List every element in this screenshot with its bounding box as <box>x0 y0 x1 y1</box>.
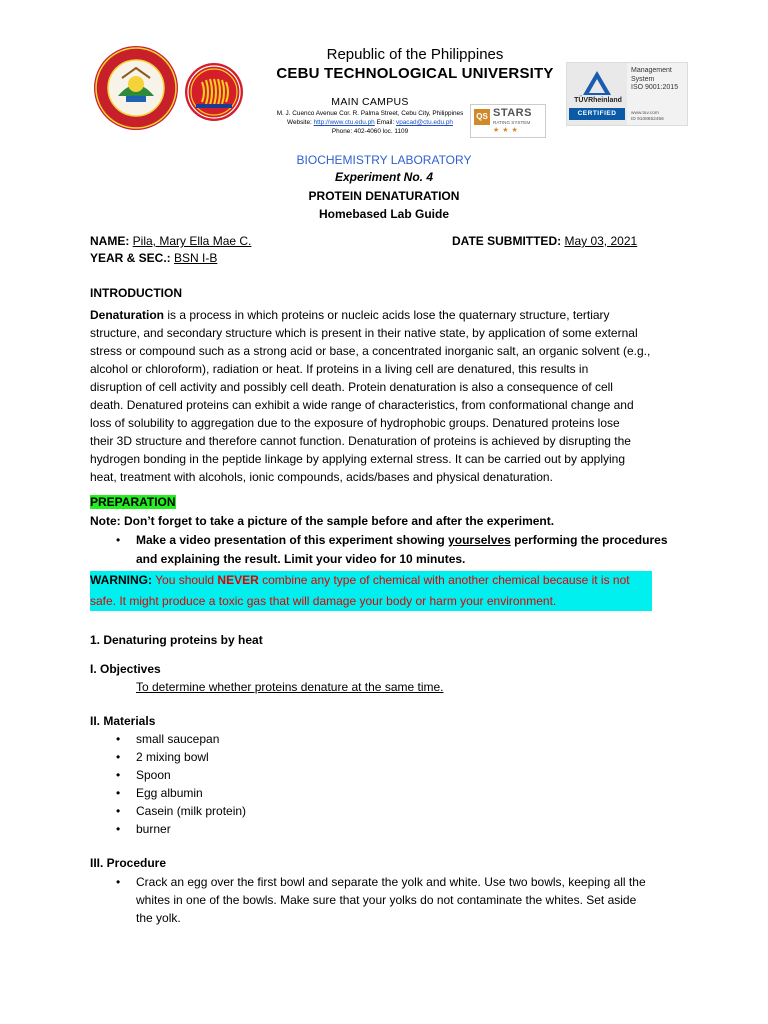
website-link[interactable]: http://www.ctu.edu.ph <box>313 119 375 126</box>
procedure-line: the yolk. <box>136 911 181 925</box>
preparation-heading-text: PREPARATION <box>90 495 176 509</box>
campus-contacts <box>270 118 470 127</box>
intro-line-4: disruption of cell activity and possibly cell death. Protein denaturation is also a consequence of cell <box>90 380 613 394</box>
preparation-heading <box>90 493 176 511</box>
experiment-number: Experiment No. 4 <box>334 170 434 184</box>
republic-title: Republic of the Philippines <box>326 46 504 63</box>
tuv-badge-left <box>567 63 627 125</box>
experiment-topic: PROTEIN DENATURATION <box>308 189 460 203</box>
date-row <box>452 232 637 250</box>
bullet-icon: • <box>116 750 121 764</box>
email-label: Email: <box>376 119 396 126</box>
intro-heading: INTRODUCTION <box>90 286 182 300</box>
procedure-heading: III. Procedure <box>90 856 167 870</box>
university-seal-logo <box>92 44 180 132</box>
tuv-mgmt-line3: ISO 9001:2015 <box>631 84 679 91</box>
warning-line2: safe. It might produce a toxic gas that will damage your body or harm your environment. <box>90 594 557 608</box>
procedure-line: Crack an egg over the first bowl and separate the yolk and white. Use two bowls, keeping all the <box>136 875 646 889</box>
website-label: Website: <box>287 119 314 126</box>
material-item: Spoon <box>136 768 171 782</box>
tuv-triangle-icon <box>581 69 613 97</box>
intro-line-6: loss of solubility to aggregation due to the exposure of hydrophobic groups. Denatured proteins lose <box>90 416 620 430</box>
warning-text-b: combine any type of chemical with another chemical because it is not <box>258 573 630 587</box>
lab-title: BIOCHEMISTRY LABORATORY <box>296 153 472 167</box>
warning-line1 <box>90 571 630 589</box>
preparation-note: Note: Don’t forget to take a picture of the sample before and after the experiment. <box>90 514 555 528</box>
guide-subtitle: Homebased Lab Guide <box>318 207 450 221</box>
intro-line-9: heat, treatment with alcohols, ionic compounds, acids/bases and physical denaturation. <box>90 470 553 484</box>
date-label: DATE SUBMITTED: <box>452 234 562 248</box>
stars-sublabel: RATING SYSTEM <box>493 120 531 125</box>
objectives-heading: I. Objectives <box>90 662 161 676</box>
bullet-icon: • <box>116 768 121 782</box>
intro-line-7: their 3D structure and therefore cannot function. Denaturation of proteins is achieved by disrupting the <box>90 434 631 448</box>
campus-address: M. J. Cuenco Avenue Cor. R. Palma Street, Cebu City, Philippines <box>276 110 464 117</box>
qs-stars-badge <box>470 104 546 138</box>
bullet-icon: • <box>116 804 121 818</box>
university-name: CEBU TECHNOLOGICAL UNIVERSITY <box>276 65 554 82</box>
intro-line-2: stress or compound such as a strong acid or base, a concentrated inorganic salt, an organic solvent (e.g., <box>90 344 651 358</box>
tuv-certification-badge <box>566 62 688 126</box>
warning-label: WARNING: <box>90 573 152 587</box>
warning-text-a: You should <box>152 573 218 587</box>
main-campus-label: MAIN CAMPUS <box>331 96 409 108</box>
bullet-icon: • <box>116 786 121 800</box>
name-label: NAME: <box>90 234 130 248</box>
student-name: Pila, Mary Ella Mae C. <box>132 234 252 248</box>
campus-phone: Phone: 402-4060 loc. 1109 <box>331 128 409 135</box>
tuv-mgmt-line1: Management <box>631 67 672 74</box>
material-item: Casein (milk protein) <box>136 804 247 818</box>
warning-never: NEVER <box>217 573 259 587</box>
stars-rating-icon: ★★★ <box>493 127 521 134</box>
bullet-text-underlined: yourselves <box>448 533 511 547</box>
qs-icon: QS <box>474 109 490 125</box>
tuv-brand: TÜVRheinland <box>574 97 622 104</box>
bullet-icon: • <box>116 822 121 836</box>
materials-heading: II. Materials <box>90 714 156 728</box>
preparation-bullet-line1 <box>136 531 668 549</box>
bullet-icon: • <box>116 875 121 889</box>
year-section: BSN I-B <box>174 251 218 265</box>
bullet-text-b: performing the procedures <box>510 533 668 547</box>
name-row <box>90 232 251 250</box>
bullet-icon: • <box>116 533 121 547</box>
material-item: burner <box>136 822 171 836</box>
stars-label: STARS <box>493 107 532 119</box>
material-item: small saucepan <box>136 732 220 746</box>
material-item: Egg albumin <box>136 786 203 800</box>
date-submitted: May 03, 2021 <box>564 234 638 248</box>
bullet-text-a: Make a video presentation of this experiment showing <box>136 533 449 547</box>
tuv-management-text <box>631 67 678 93</box>
intro-line-8: hydrogen bonding in the peptide linkage by applying external stress. It can be carried out by applying <box>90 452 626 466</box>
tuv-certified: CERTIFIED <box>569 108 625 120</box>
header-center <box>230 46 600 84</box>
year-row <box>90 249 217 267</box>
intro-line-3: alcohol or chloroform), radiation or heat. If proteins in a living cell are denatured, this results in <box>90 362 589 376</box>
intro-term: Denaturation <box>90 308 165 322</box>
tuv-small-text <box>631 111 664 123</box>
tuv-id: ID 9108652456 <box>631 117 664 122</box>
section1-heading: 1. Denaturing proteins by heat <box>90 633 263 647</box>
bullet-icon: • <box>116 732 121 746</box>
intro-line-0: is a process in which proteins or nucleic acids lose the quaternary structure, tertiary <box>164 308 610 322</box>
year-label: YEAR & SEC.: <box>90 251 171 265</box>
material-item: 2 mixing bowl <box>136 750 209 764</box>
campus-info <box>270 96 470 136</box>
intro-line <box>90 306 610 324</box>
procedure-line: whites in one of the bowls. Make sure that your yolks do not contaminate the whites. Set aside <box>136 893 637 907</box>
intro-line-5: death. Denatured proteins can exhibit a wide range of characteristics, from conformational change and <box>90 398 634 412</box>
tuv-site: www.tuv.com <box>631 111 659 116</box>
objective-text: To determine whether proteins denature at the same time. <box>136 680 444 694</box>
email-link[interactable]: vpacad@ctu.edu.ph <box>396 119 453 126</box>
tuv-mgmt-line2: System <box>631 75 655 83</box>
intro-line-1: structure, and secondary structure which is present in their native state, by application of some external <box>90 326 638 340</box>
preparation-bullet-line2: and explaining the result. Limit your video for 10 minutes. <box>136 552 466 566</box>
